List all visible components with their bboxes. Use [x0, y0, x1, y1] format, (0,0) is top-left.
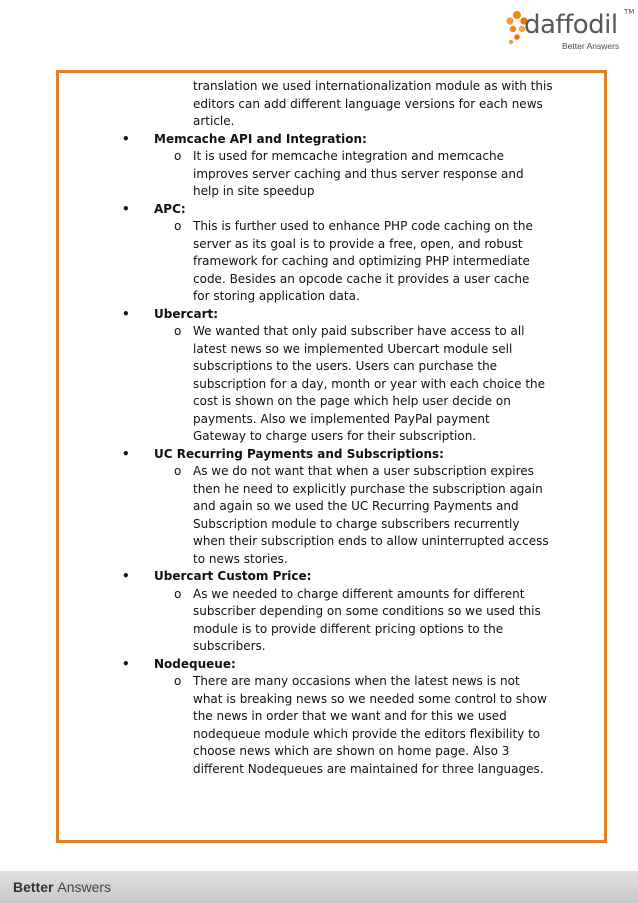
bullet-title: Nodequeue:: [154, 656, 236, 671]
trademark-symbol: TM: [624, 8, 635, 16]
sub-bullet-line: framework for caching and optimizing PHP intermediate: [193, 254, 530, 268]
bullet-title: Ubercart Custom Price:: [154, 569, 312, 583]
sub-bullet-line: the news in order that we want and for this we used: [193, 709, 507, 723]
sub-bullet: [122, 586, 567, 604]
sub-bullet-line: help in site speedup: [193, 184, 315, 198]
sub-bullet-line: to news stories.: [193, 551, 288, 566]
sub-bullet-marker-icon: o: [174, 324, 182, 338]
sub-bullet-line: and again so we used the UC Recurring Payments and: [193, 499, 519, 513]
sub-bullet: [122, 218, 567, 236]
sub-bullet-line: payments. Also we implemented PayPal payment: [193, 411, 490, 426]
sub-bullet-line: subscription for a day, month or year with each choice the: [193, 376, 546, 391]
bullet-icon: •: [122, 131, 130, 146]
footer-brand-light: Answers: [57, 879, 112, 895]
bullet-icon: •: [122, 201, 130, 216]
bullet-icon: •: [122, 656, 130, 671]
sub-bullet-line: subscribers.: [193, 639, 266, 653]
intro-line: translation we used internationalization module as with this: [193, 79, 553, 93]
bullet-title: UC Recurring Payments and Subscriptions:: [154, 446, 444, 461]
bullet-item: [122, 131, 567, 149]
sub-bullet-line: Subscription module to charge subscribers recurrently: [193, 516, 520, 531]
bullet-title: Ubercart:: [154, 306, 219, 321]
sub-bullet-line: server as its goal is to provide a free, open, and robust: [193, 236, 523, 251]
sub-bullet-line: choose news which are shown on home page. Also 3: [193, 744, 510, 758]
sub-bullet: [122, 673, 567, 691]
footer-brand-bold: Better: [13, 879, 54, 895]
sub-bullet-marker-icon: o: [174, 586, 182, 601]
sub-bullet-line: There are many occasions when the latest news is not: [193, 674, 520, 688]
sub-bullet-line: As we do not want that when a user subscription expires: [193, 464, 534, 478]
sub-bullet-line: then he need to explicitly purchase the subscription again: [193, 481, 543, 496]
sub-bullet-line: This is further used to enhance PHP code caching on the: [193, 219, 533, 233]
footer-brand: [13, 879, 111, 895]
sub-bullet-line: module is to provide different pricing options to the: [193, 621, 504, 636]
sub-bullet-line: Gateway to charge users for their subscription.: [193, 429, 477, 443]
sub-bullet-line: cost is shown on the page which help user decide on: [193, 394, 511, 408]
bullet-icon: •: [122, 569, 130, 583]
document-body: [122, 78, 567, 778]
bullet-title: APC:: [154, 201, 186, 216]
sub-bullet-line: nodequeue module which provide the editors flexibility to: [193, 726, 541, 741]
logo-wordmark: daffodil: [524, 10, 618, 40]
sub-bullet-line: As we needed to charge different amounts for different: [193, 586, 525, 601]
sub-bullet-line: subscriptions to the users. Users can purchase the: [193, 359, 498, 373]
sub-bullet-marker-icon: o: [174, 464, 182, 478]
sub-bullet-line: subscriber depending on some conditions so we used this: [193, 604, 541, 618]
sub-bullet-marker-icon: o: [174, 149, 182, 163]
sub-bullet-line: It is used for memcache integration and memcache: [193, 149, 504, 163]
sub-bullet-line: code. Besides an opcode cache it provides a user cache: [193, 271, 530, 286]
bullet-title: Memcache API and Integration:: [154, 131, 367, 146]
sub-bullet-line: latest news so we implemented Ubercart module sell: [193, 341, 513, 356]
sub-bullet: [122, 323, 567, 341]
bullet-item: [122, 306, 567, 324]
sub-bullet-line: different Nodequeues are maintained for three languages.: [193, 761, 544, 776]
logo-tagline: Better Answers: [562, 41, 620, 51]
bullet-icon: •: [122, 446, 130, 461]
page-footer: [0, 871, 638, 903]
bullet-item: [122, 446, 567, 464]
bullet-item: [122, 201, 567, 219]
sub-bullet: [122, 463, 567, 481]
sub-bullet-line: improves server caching and thus server response and: [193, 166, 524, 181]
bullet-item: [122, 656, 567, 674]
sub-bullet-line: for storing application data.: [193, 289, 360, 303]
sub-bullet-line: We wanted that only paid subscriber have access to all: [193, 324, 525, 338]
sub-bullet-line: what is breaking news so we needed some control to show: [193, 691, 547, 706]
sub-bullet-marker-icon: o: [174, 674, 182, 688]
sub-bullet-line: when their subscription ends to allow uninterrupted access: [193, 534, 549, 548]
sub-bullet: [122, 148, 567, 166]
bullet-item: [122, 568, 567, 586]
intro-line: article.: [193, 114, 235, 128]
intro-line: editors can add different language versions for each news: [193, 96, 543, 111]
bullet-icon: •: [122, 306, 130, 321]
sub-bullet-marker-icon: o: [174, 219, 182, 233]
company-logo: [504, 6, 634, 56]
